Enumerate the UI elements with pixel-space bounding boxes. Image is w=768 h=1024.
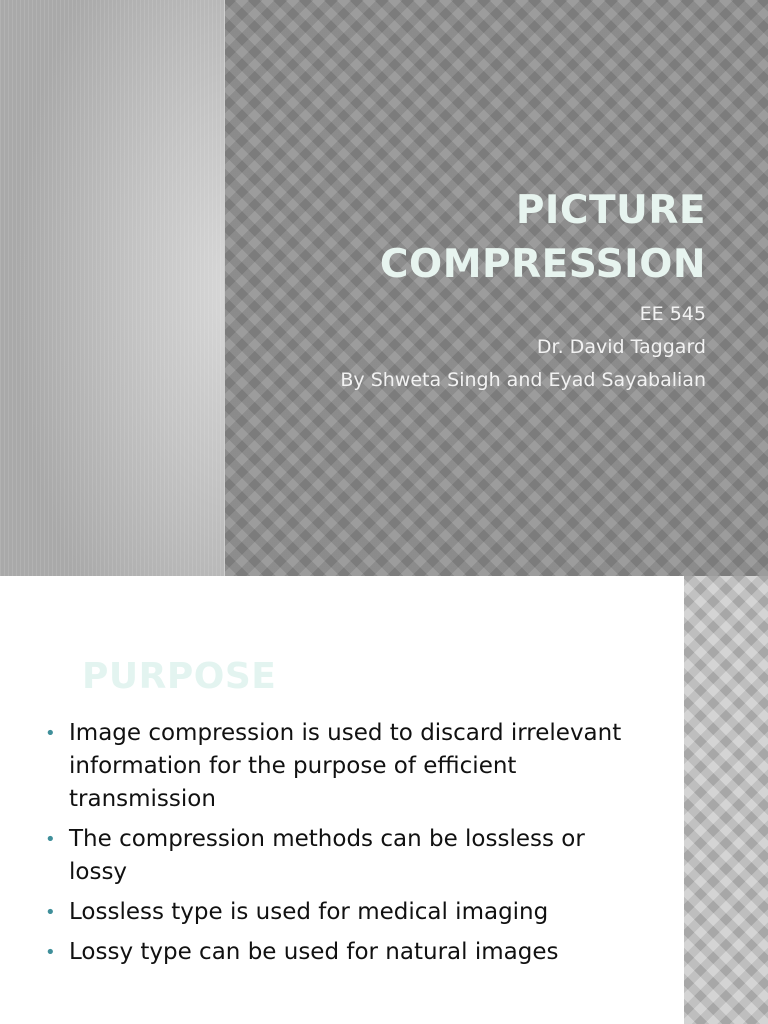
authors-line: By Shweta Singh and Eyad Sayabalian	[340, 369, 706, 391]
patterned-side-strip	[684, 576, 768, 1024]
bullet-text: The compression methods can be lossless or lossy	[69, 826, 585, 885]
subtitle-block	[340, 298, 706, 397]
course-code: EE 545	[639, 303, 706, 325]
bullet-icon: •	[45, 942, 56, 963]
title-line-2: COMPRESSION	[379, 242, 706, 287]
left-gradient-panel	[0, 0, 225, 576]
title-line-1: PICTURE	[515, 188, 706, 233]
bullet-icon: •	[45, 902, 56, 923]
bullet-text: Lossless type is used for medical imaging	[69, 899, 549, 925]
purpose-title: PURPOSE	[82, 656, 277, 697]
bullet-icon: •	[45, 829, 56, 850]
title-block	[380, 184, 706, 292]
bullet-list	[42, 717, 642, 976]
bullet-text: Image compression is used to discard irrelevant information for the purpose of efficient transmission	[69, 720, 622, 812]
instructor-name: Dr. David Taggard	[536, 336, 706, 358]
list-item	[42, 936, 642, 969]
bullet-text: Lossy type can be used for natural images	[69, 939, 559, 965]
list-item	[42, 823, 642, 889]
purpose-slide	[0, 576, 768, 1024]
list-item	[42, 896, 642, 929]
bullet-icon: •	[45, 723, 56, 744]
list-item	[42, 717, 642, 816]
slide-title	[380, 184, 706, 292]
